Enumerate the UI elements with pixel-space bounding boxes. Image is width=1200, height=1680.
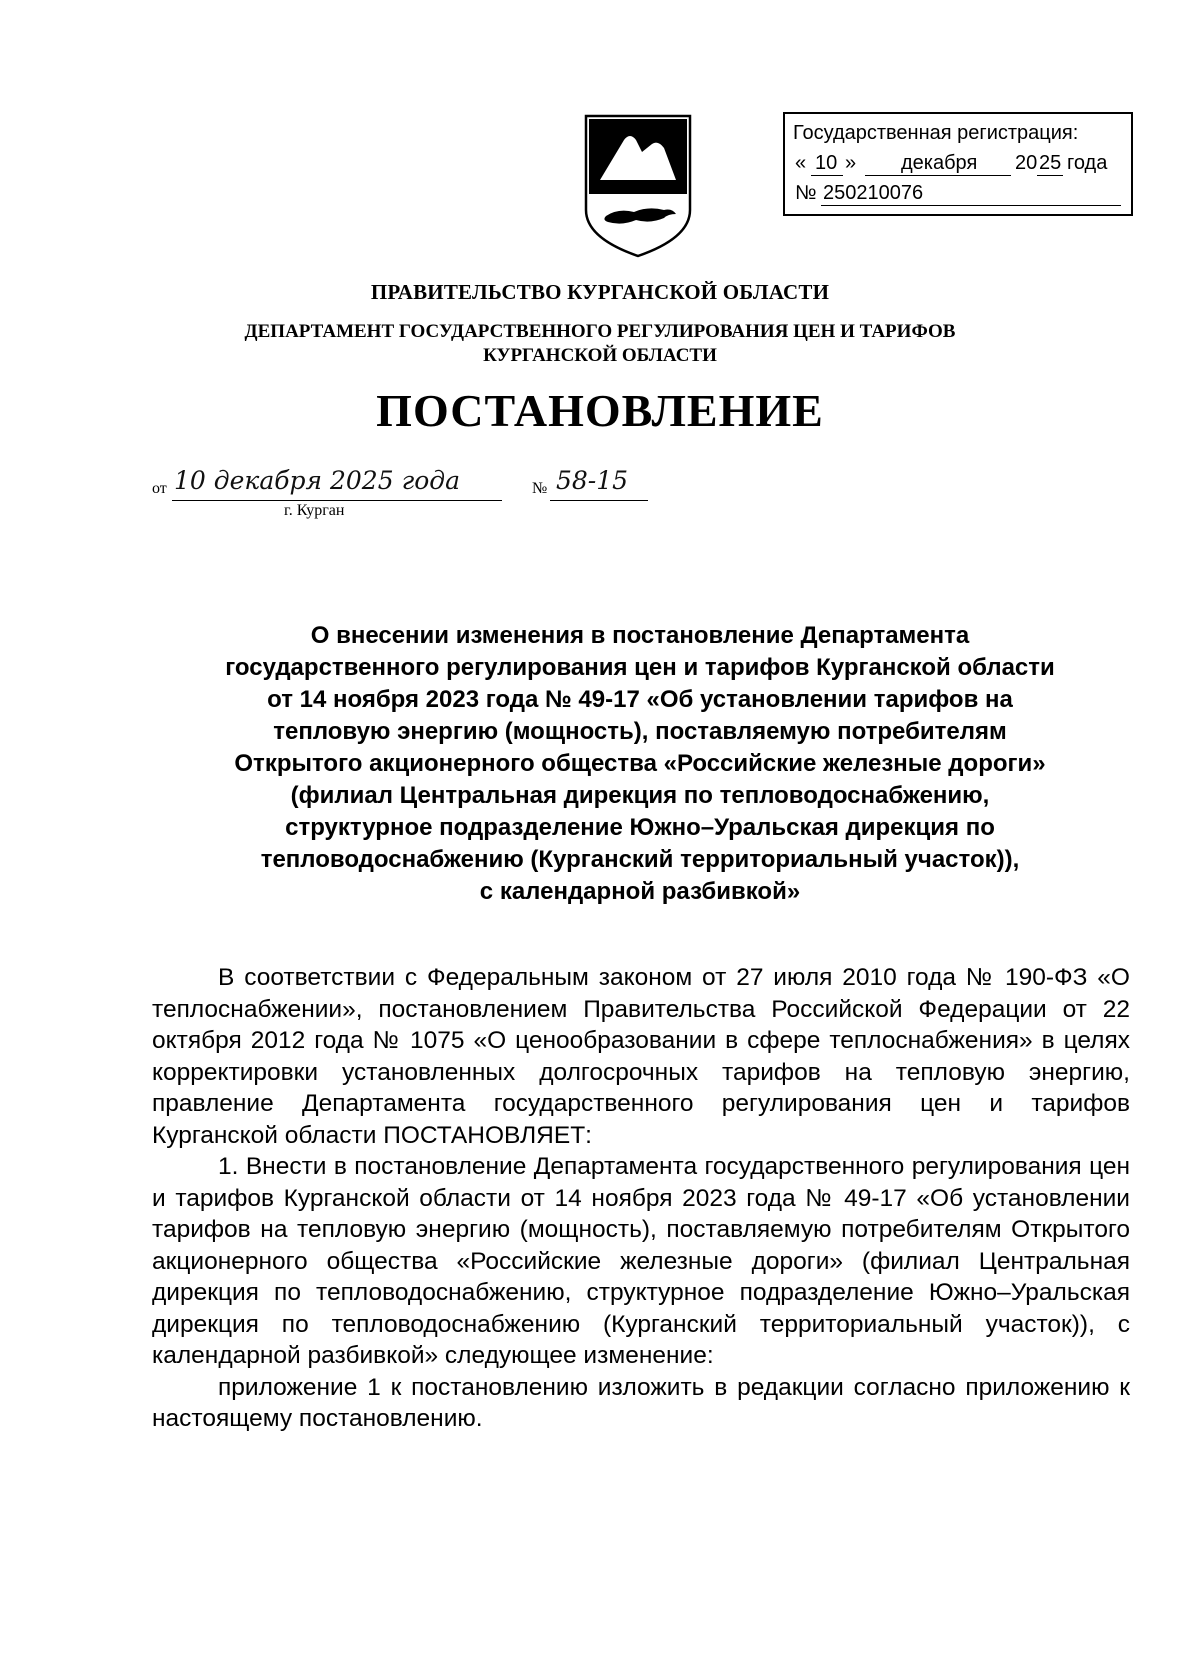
title-line: от 14 ноября 2023 года № 49-17 «Об установлении тарифов на: [267, 686, 1013, 713]
registration-title: Государственная регистрация:: [793, 122, 1079, 144]
department-heading-line2: КУРГАНСКОЙ ОБЛАСТИ: [483, 345, 717, 366]
number-label: №: [532, 480, 548, 497]
date-handwritten: 10 декабря 2025 года: [174, 466, 460, 495]
registration-number-row: [793, 178, 1131, 208]
title-line: О внесении изменения в постановление Департамента: [310, 622, 970, 649]
title-line: с календарной разбивкой»: [479, 878, 801, 905]
registration-year-suffix: 25: [1039, 152, 1062, 174]
registration-stamp: [783, 112, 1133, 216]
government-heading: ПРАВИТЕЛЬСТВО КУРГАНСКОЙ ОБЛАСТИ: [370, 280, 830, 304]
title-line: государственного регулирования цен и тарифов Курганской области: [225, 654, 1055, 681]
registration-day: 10: [815, 152, 838, 174]
date-number-line: [152, 462, 652, 522]
title-line: (филиал Центральная дирекция по тепловодоснабжению,: [290, 782, 990, 809]
registration-date-row: [793, 148, 1131, 178]
registration-number: 250210076: [823, 182, 924, 204]
registration-day-underline: [811, 175, 843, 176]
resolution-title: [150, 620, 1130, 908]
body-paragraph-amendment: приложение 1 к постановлению изложить в редакции согласно приложению к настоящему постановлению.: [152, 1373, 1130, 1432]
title-line: тепловую энергию (мощность), поставляемую потребителям: [273, 718, 1007, 745]
title-line: тепловодоснабжению (Курганский территориальный участок)),: [260, 846, 1020, 873]
registration-number-label: №: [795, 182, 817, 204]
title-line: Открытого акционерного общества «Российские железные дороги»: [234, 750, 1046, 777]
registration-year-underline: [1037, 175, 1063, 176]
registration-year-word: года: [1067, 152, 1108, 174]
registration-open-quote: «: [795, 152, 807, 174]
registration-number-underline: [821, 205, 1121, 206]
city-label: г. Курган: [284, 502, 345, 519]
title-line: структурное подразделение Южно–Уральская дирекция по: [285, 814, 995, 841]
coat-of-arms-icon: [578, 110, 698, 260]
document-type-heading: ПОСТАНОВЛЕНИЕ: [376, 385, 824, 436]
registration-month-underline: [865, 175, 1011, 176]
registration-year-prefix: 20: [1015, 152, 1038, 174]
number-underline: [550, 500, 648, 501]
body-paragraph-item-1: 1. Внести в постановление Департамента государственного регулирования цен и тарифов Курганской области от 14 ноября 2023 года № 49-17 «Об установлении тарифов на тепловую энергию (мощность), поставляемую потребителям Открытого акционерного общества «Российские железные дороги» (филиал Центральная дирекция по тепловодоснабжению, структурное подразделение Южно–Уральская дирекция по тепловодоснабжению (Курганский территориальный участок)), с календарной разбивкой» следующее изменение:: [152, 1153, 1130, 1369]
registration-month: декабря: [901, 152, 978, 174]
body-paragraph-preamble: В соответствии с Федеральным законом от 27 июля 2010 года № 190-ФЗ «О теплоснабжении», постановлением Правительства Российской Федерации от 22 октября 2012 года № 1075 «О ценообразовании в сфере теплоснабжения» в целях корректировки установленных долгосрочных тарифов на тепловую энергию, правление Департамента государственного регулирования цен и тарифов Курганской области ПОСТАНОВЛЯЕТ:: [152, 964, 1130, 1149]
number-handwritten: 58-15: [556, 466, 629, 495]
date-underline: [172, 500, 502, 501]
department-heading-line1: ДЕПАРТАМЕНТ ГОСУДАРСТВЕННОГО РЕГУЛИРОВАНИЯ ЦЕН И ТАРИФОВ: [244, 321, 956, 342]
date-from-label: от: [152, 480, 167, 497]
registration-close-quote: »: [845, 152, 857, 174]
resolution-body: [152, 962, 1130, 1435]
